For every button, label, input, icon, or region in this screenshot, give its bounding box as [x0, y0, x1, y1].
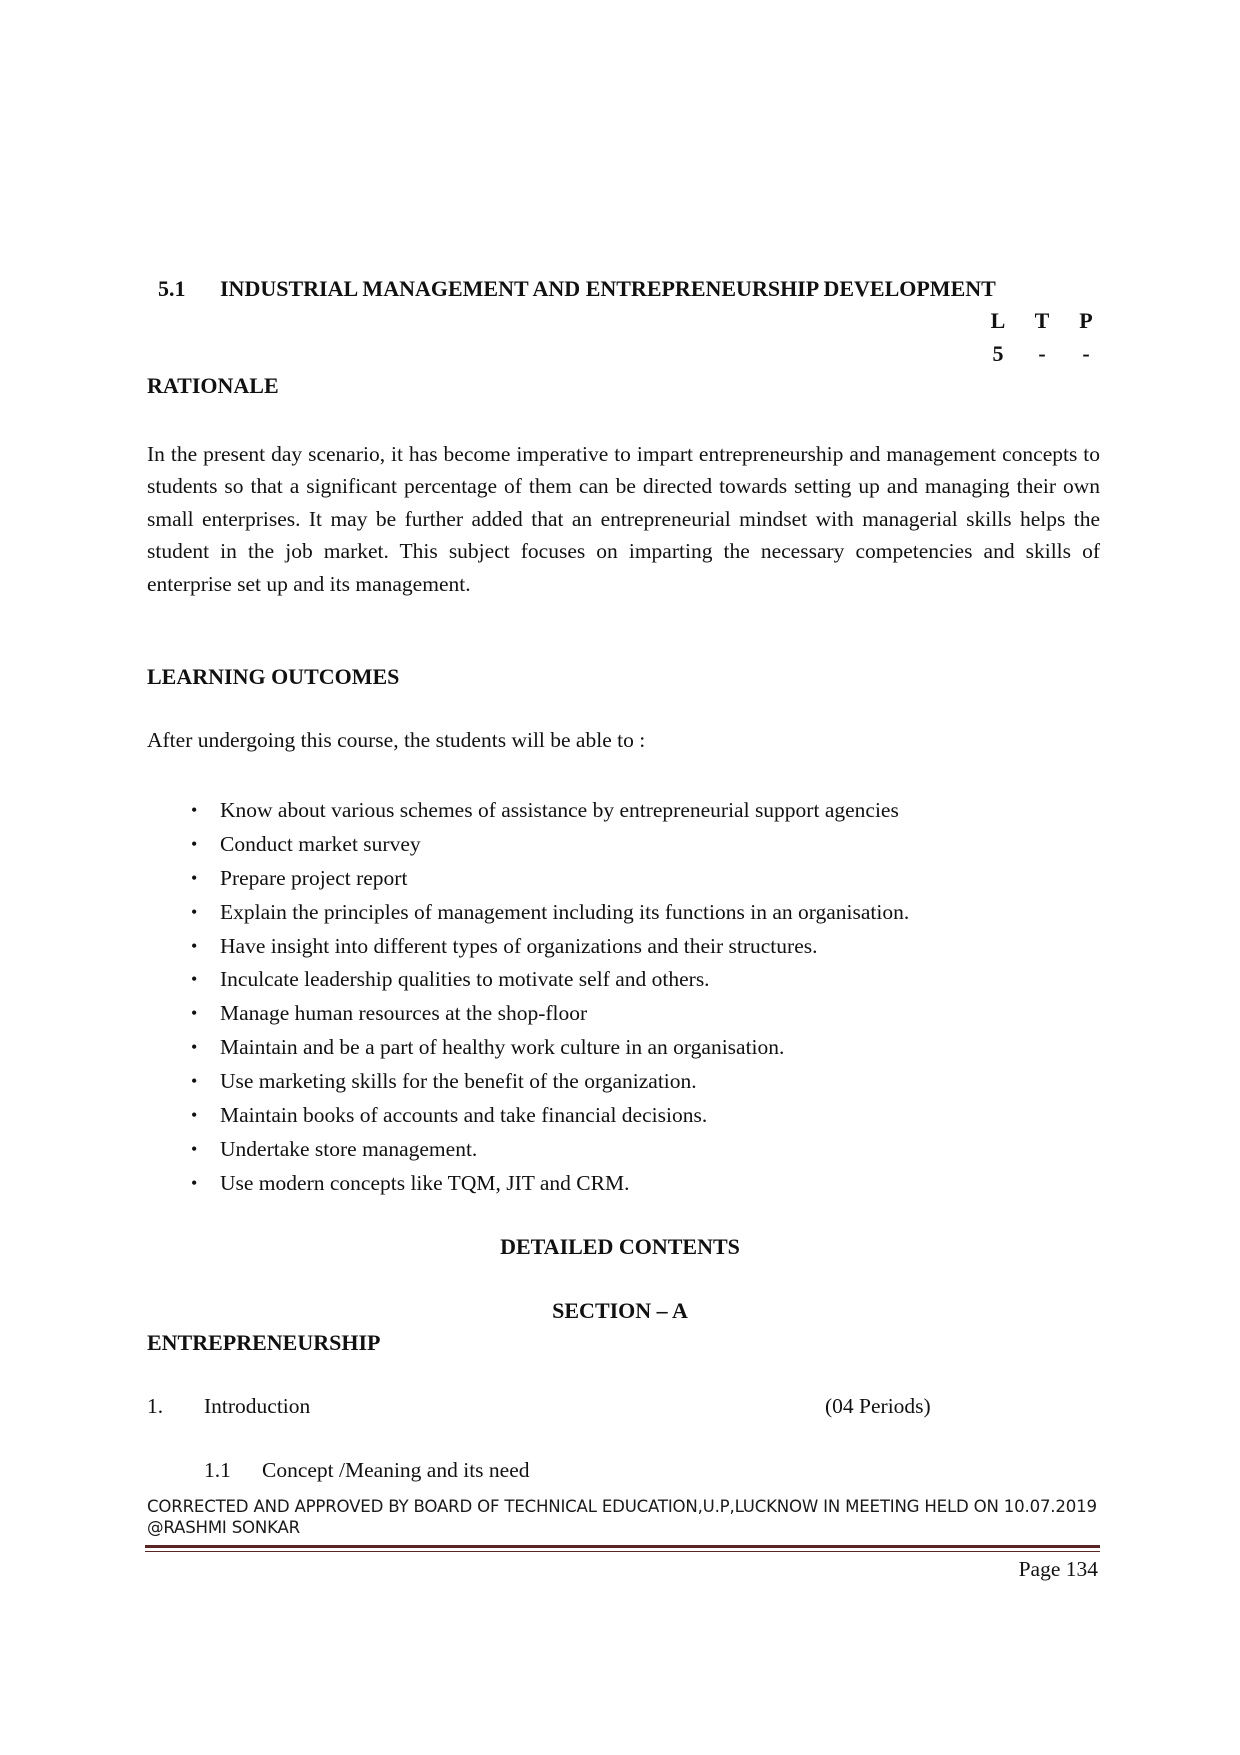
subtopic-number: 1.1 — [204, 1458, 231, 1482]
bullet-icon: • — [191, 1037, 198, 1058]
list-item — [147, 1065, 909, 1099]
course-title-text: INDUSTRIAL MANAGEMENT AND ENTREPRENEURSHIP DEVELOPMENT — [220, 276, 996, 301]
entrepreneurship-heading: ENTREPRENEURSHIP — [147, 1330, 381, 1355]
page-number: Page 134 — [1018, 1557, 1098, 1581]
list-item-text: Use modern concepts like TQM, JIT and CRM. — [220, 1170, 630, 1195]
ltp-label-l: L — [990, 308, 1006, 333]
bullet-icon: • — [191, 833, 198, 854]
bullet-icon: • — [191, 1138, 198, 1159]
topic-periods: (04 Periods) — [825, 1394, 931, 1418]
detailed-contents-heading: DETAILED CONTENTS — [500, 1234, 740, 1259]
bullet-icon: • — [191, 901, 198, 922]
list-item — [147, 794, 909, 828]
list-item-text: Use marketing skills for the benefit of the organization. — [220, 1069, 697, 1094]
bullet-icon: • — [191, 1071, 198, 1092]
list-item — [147, 1099, 909, 1133]
learning-outcomes-intro: After undergoing this course, the students will be able to : — [147, 728, 646, 752]
bullet-icon: • — [191, 867, 198, 888]
list-item — [147, 963, 909, 997]
bullet-icon: • — [191, 1105, 198, 1126]
bullet-icon: • — [191, 935, 198, 956]
ltp-label-t: T — [1034, 308, 1050, 333]
footer-divider-thin — [145, 1551, 1100, 1552]
list-item — [147, 1031, 909, 1065]
list-item — [147, 930, 909, 964]
ltp-value-t: - — [1038, 341, 1046, 366]
topic-number: 1. — [147, 1394, 164, 1418]
course-number: 5.1 — [158, 276, 186, 301]
list-item-text: Conduct market survey — [220, 831, 421, 856]
list-item-text: Have insight into different types of organizations and their structures. — [220, 933, 818, 958]
bullet-icon: • — [191, 969, 198, 990]
list-item — [147, 997, 909, 1031]
section-heading: SECTION – A — [552, 1298, 688, 1323]
bullet-icon: • — [191, 1172, 198, 1193]
topic-title: Introduction — [204, 1394, 311, 1418]
footer-divider — [145, 1545, 1100, 1548]
subtopic-title: Concept /Meaning and its need — [262, 1458, 530, 1482]
list-item-text: Inculcate leadership qualities to motivate self and others. — [220, 967, 710, 992]
list-item-text: Maintain and be a part of healthy work culture in an organisation. — [220, 1035, 785, 1060]
bullet-icon: • — [191, 800, 198, 820]
rationale-heading: RATIONALE — [147, 373, 279, 398]
footer-note: CORRECTED AND APPROVED BY BOARD OF TECHNICAL EDUCATION,U.P,LUCKNOW IN MEETING HELD ON 10.07.2019 @RASHMI SONKAR — [147, 1497, 1097, 1537]
ltp-value-l: 5 — [992, 341, 1004, 366]
list-item-text: Manage human resources at the shop-floor — [220, 1001, 588, 1026]
list-item-text: Know about various schemes of assistance by entrepreneurial support agencies — [220, 798, 899, 822]
list-item — [147, 828, 909, 862]
ltp-value-p: - — [1082, 341, 1090, 366]
list-item-text: Maintain books of accounts and take financial decisions. — [220, 1103, 708, 1128]
rationale-body: In the present day scenario, it has become imperative to impart entrepreneurship and management concepts to students so that a significant percentage of them can be directed towards setting up and managing their own small enterprises. It may be further added that an entrepreneurial mindset with managerial skills helps the student in the job market. This subject focuses on imparting the necessary competencies and skills of enterprise set up and its management. — [147, 442, 1100, 596]
course-title — [158, 276, 996, 302]
list-item-text: Explain the principles of management including its functions in an organisation. — [220, 899, 910, 924]
list-item — [147, 1133, 909, 1167]
learning-outcomes-list — [147, 794, 909, 1201]
list-item — [147, 1167, 909, 1201]
list-item — [147, 896, 909, 930]
learning-outcomes-heading: LEARNING OUTCOMES — [147, 664, 400, 689]
list-item-text: Prepare project report — [220, 865, 408, 890]
list-item-text: Undertake store management. — [220, 1136, 478, 1161]
list-item — [147, 862, 909, 896]
ltp-label-p: P — [1079, 308, 1093, 333]
bullet-icon: • — [191, 1003, 198, 1024]
